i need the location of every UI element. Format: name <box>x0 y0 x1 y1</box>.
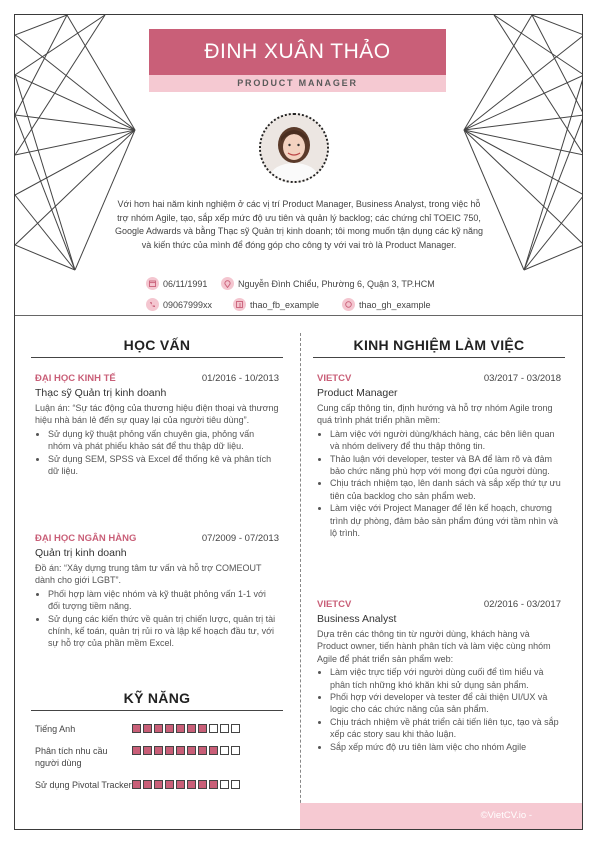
skill-level-box <box>154 724 163 733</box>
list-item: • Làm việc với Project Manager để lên kế hoạch, chương trình dự phòng, đảm bảo sản phẩm đúng với tầm nhìn và lộ trình. <box>330 502 561 539</box>
list-item: • Chịu trách nhiệm tạo, lên danh sách và sắp xếp thứ tự ưu tiên của backlog cho sản phẩm web. <box>330 477 561 502</box>
experience-role: Business Analyst <box>317 613 397 625</box>
skill-level-box <box>220 780 229 789</box>
skill-level-box <box>187 724 196 733</box>
skill-level <box>132 780 240 789</box>
facebook-icon <box>233 298 246 311</box>
education-school: ĐẠI HỌC NGÂN HÀNG <box>35 533 137 544</box>
list-item: • Chịu trách nhiệm về phát triển cải tiến liên tục, tạo và sắp xếp các story sau khi thảo luận. <box>330 716 561 741</box>
skill-level-box <box>165 780 174 789</box>
skill-level-box <box>176 746 185 755</box>
skill-level-box <box>198 780 207 789</box>
skill-level <box>132 724 240 733</box>
skill-level-box <box>231 724 240 733</box>
list-item: • Làm việc với người dùng/khách hàng, các bên liên quan và nhóm delivery để thu thập thông tin. <box>330 428 561 453</box>
experience-company: VIETCV <box>317 373 352 384</box>
candidate-name: ĐINH XUÂN THẢO <box>149 29 446 75</box>
skill-level-box <box>143 724 152 733</box>
list-item: • Sắp xếp mức độ ưu tiên làm việc cho nhóm Agile <box>330 741 561 753</box>
skill-level-box <box>143 746 152 755</box>
facebook-text: thao_fb_example <box>250 299 320 310</box>
avatar <box>259 113 329 183</box>
education-degree: Quản trị kinh doanh <box>35 547 127 559</box>
skill-level-box <box>176 780 185 789</box>
skill-level-box <box>165 746 174 755</box>
skill-level-box <box>187 780 196 789</box>
summary-text: Với hơn hai năm kinh nghiệm ở các vị trí Product Manager, Business Analyst, trong việc hỗ trợ nhóm Agile, tạo, sắp xếp mức độ ưu tiên và quản lý backlog; các chứng chỉ TOEIC 750, Google Adwards và bằng Thạc sỹ Quản trị kinh doanh; tôi mong muốn tận dụng các kỹ năng và kiến thức của mình để đóng góp cho công ty với vai trò là Product Manager. <box>114 199 484 250</box>
skill-level-box <box>165 724 174 733</box>
experience-rule <box>313 357 565 358</box>
header-divider <box>15 315 583 316</box>
education-bullets <box>35 428 279 478</box>
skill-level-box <box>187 746 196 755</box>
experience-company: VIETCV <box>317 599 352 610</box>
skill-level-box <box>209 724 218 733</box>
list-item: • Phối hợp làm việc nhóm và kỹ thuật phỏng vấn 1-1 với đối tượng tiềm năng. <box>48 588 279 613</box>
experience-heading: KINH NGHIỆM LÀM VIỆC <box>353 337 525 353</box>
education-entry-1 <box>35 373 279 477</box>
github-icon <box>342 298 355 311</box>
education-date: 07/2009 - 07/2013 <box>201 533 279 544</box>
phone-icon <box>146 298 159 311</box>
skill-level-box <box>220 724 229 733</box>
location-pin-icon <box>221 277 234 290</box>
skill-level-box <box>132 746 141 755</box>
experience-date: 03/2017 - 03/2018 <box>483 373 561 384</box>
skill-level-box <box>198 724 207 733</box>
list-item: • Sử dụng các kiến thức về quản trị chiến lược, quản trị tài chính, kế toán, quản trị rủi ro và lập kế hoạch đầu tư, với sự hỗ trợ của phần mềm Excel. <box>48 613 279 650</box>
education-thesis: Đồ án: “Xây dựng trung tâm tư vấn và hỗ trợ COMEOUT dành cho giới LGBT”. <box>35 563 262 586</box>
candidate-title: PRODUCT MANAGER <box>149 75 446 92</box>
contact-facebook[interactable] <box>233 298 319 311</box>
skill-label: Sử dụng Pivotal Tracker <box>35 780 132 790</box>
skill-level-box <box>154 780 163 789</box>
experience-entry-2 <box>317 599 561 753</box>
skill-level-box <box>209 780 218 789</box>
list-item: • Thảo luận với developer, tester và BA để làm rõ và đảm bảo chức năng phù hợp với mong đợi của người dùng. <box>330 453 561 478</box>
education-bullets <box>35 588 279 650</box>
contact-birthday <box>146 277 207 290</box>
list-item: • Làm việc trực tiếp với người dùng cuối để tìm hiểu và phân tích những khó khăn khi sử dụng sản phẩm. <box>330 666 561 691</box>
education-degree: Thạc sỹ Quản trị kinh doanh <box>35 387 167 399</box>
skill-row <box>35 745 240 769</box>
contact-phone[interactable] <box>146 298 212 311</box>
list-item: • Sử dụng SEM, SPSS và Excel để thống kê và phân tích dữ liệu. <box>48 453 279 478</box>
education-school: ĐẠI HỌC KINH TẾ <box>35 373 116 384</box>
experience-bullets <box>317 428 561 540</box>
experience-entry-1 <box>317 373 561 539</box>
footer-bar[interactable]: ©VietCV.io - <box>300 803 583 830</box>
github-text: thao_gh_example <box>359 299 431 310</box>
skill-level-box <box>220 746 229 755</box>
resume-page <box>14 14 583 830</box>
calendar-icon <box>146 277 159 290</box>
education-thesis: Luận án: “Sự tác động của thương hiệu điện thoại và thương hiệu nhà bán lẻ đến sự quay lại của người tiêu dùng”. <box>35 403 279 426</box>
experience-bullets <box>317 666 561 753</box>
skills-rule <box>31 710 283 711</box>
skill-label: Tiếng Anh <box>35 724 76 734</box>
skill-label: Phân tích nhu cầu người dùng <box>35 746 108 768</box>
list-item: • Sử dụng kỹ thuật phỏng vấn chuyên gia, phỏng vấn nhóm và phát phiếu khảo sát để thu thập dữ liệu. <box>48 428 279 453</box>
experience-desc: Cung cấp thông tin, định hướng và hỗ trợ nhóm Agile trong quá trình phát triển phần mềm: <box>317 403 553 426</box>
experience-desc: Dựa trên các thông tin từ người dùng, khách hàng và Product owner, tiến hành phân tích và làm việc cùng nhóm Agile để phát triển sản phẩm web: <box>317 629 551 664</box>
skill-level-box <box>231 746 240 755</box>
skill-level-box <box>132 780 141 789</box>
skill-level-box <box>154 746 163 755</box>
address-text: Nguyễn Đình Chiểu, Phường 6, Quận 3, TP.HCM <box>238 278 435 289</box>
contact-github[interactable] <box>342 298 431 311</box>
experience-role: Product Manager <box>317 387 398 399</box>
education-rule <box>31 357 283 358</box>
education-date: 01/2016 - 10/2013 <box>201 373 279 384</box>
column-divider <box>300 333 301 823</box>
skill-level-box <box>198 746 207 755</box>
skill-level-box <box>143 780 152 789</box>
skill-level-box <box>209 746 218 755</box>
skill-row <box>35 779 240 791</box>
experience-date: 02/2016 - 03/2017 <box>483 599 561 610</box>
phone-text: 09067999xx <box>163 299 213 310</box>
birthday-text: 06/11/1991 <box>163 278 208 289</box>
list-item: • Phối hợp với developer và tester để cải thiện UI/UX và logic cho các chức năng của sản phẩm. <box>330 691 561 716</box>
skill-row <box>35 723 240 735</box>
skill-level-box <box>132 724 141 733</box>
education-heading: HỌC VẤN <box>123 337 191 353</box>
skill-level <box>132 746 240 755</box>
avatar-icon <box>261 115 327 181</box>
education-entry-2 <box>35 533 279 650</box>
contact-address <box>221 277 435 290</box>
skill-level-box <box>231 780 240 789</box>
skills-heading: KỸ NĂNG <box>123 690 191 706</box>
skill-level-box <box>176 724 185 733</box>
